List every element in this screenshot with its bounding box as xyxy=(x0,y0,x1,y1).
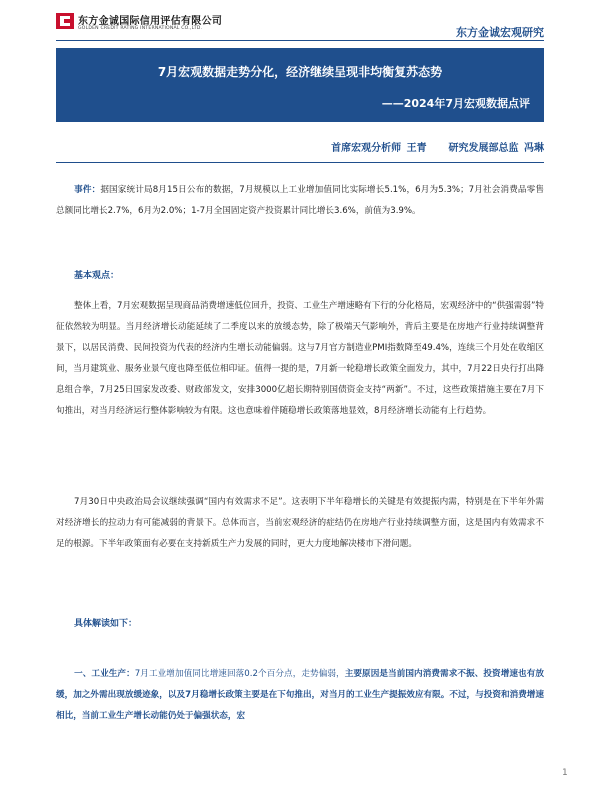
author1-name: 王青 xyxy=(406,143,427,154)
event-label: 事件： xyxy=(74,185,101,195)
company-logo-icon xyxy=(56,13,74,29)
company-name-cn: 东方金诚国际信用评估有限公司 xyxy=(78,16,223,27)
basic-view-heading: 基本观点： xyxy=(74,271,120,281)
report-title: 7月宏观数据走势分化，经济继续呈现非均衡复苏态势 xyxy=(157,65,443,79)
page-header xyxy=(0,0,600,44)
author1-role: 首席宏观分析师 xyxy=(331,143,402,154)
author-line xyxy=(331,139,544,154)
industry-lead: 7月工业增加值同比增速回落0.2个百分点，走势偏弱， xyxy=(134,669,345,679)
basic-view-p2-text: 7月30日中央政治局会议继续强调“国内有效需求不足”。这表明下半年稳增长的关键是有效提振内需，特别是在下半年外需对经济增长的拉动力有可能减弱的背景下。总体而言，当前宏观经济的症结仍在房地产行业持续调整方面，这是国内有效需求不足的根源。下半年政策面有必要在支持新质生产力发展的同时，更大力度地解决楼市下滑问题。 xyxy=(56,497,544,549)
author2-role: 研究发展部总监 xyxy=(448,143,519,154)
event-paragraph xyxy=(56,180,544,222)
details-heading: 具体解读如下： xyxy=(74,619,138,629)
industry-paragraph xyxy=(56,664,544,727)
industry-analysis: 主要原因是当前国内消费需求不振、投资增速也有放缓，加之外需出现放缓迹象，以及7月稳增长政策主要是在下旬推出，对当月的工业生产提振效应有限。不过，与投资和消费增速相比，当前工业生产增长动能仍处于偏强状态，宏 xyxy=(56,669,544,721)
industry-title: 一、工业生产： xyxy=(74,669,135,679)
company-name-en: GOLDEN CREDIT RATING INTERNATIONAL CO.,LTD. xyxy=(78,26,203,31)
event-text: 据国家统计局8月15日公布的数据，7月规模以上工业增加值同比实际增长5.1%，6月为5.3%；7月社会消费品零售总额同比增长2.7%，6月为2.0%；1-7月全国固定资产投资累计同比增长3.6%，前值为3.9%。 xyxy=(56,185,544,216)
header-divider xyxy=(56,40,544,41)
basic-view-paragraph-1 xyxy=(56,296,544,422)
basic-view-paragraph-2 xyxy=(56,492,544,555)
title-banner xyxy=(56,48,544,122)
basic-view-p1-text: 整体上看，7月宏观数据呈现商品消费增速低位回升，投资、工业生产增速略有下行的分化格局，宏观经济中的“供强需弱”特征依然较为明显。当月经济增长动能延续了二季度以来的放缓态势，除了极端天气影响外，背后主要是在房地产行业持续调整背景下，以居民消费、民间投资为代表的经济内生增长动能偏弱。这与7月官方制造业PMI指数降至49.4%，连续三个月处在收缩区间，当月建筑业、服务业景气度也降至低位相印证。值得一提的是，7月新一轮稳增长政策全面发力，其中，7月22日央行打出降息组合拳，7月25日国家发改委、财政部发文，安排3000亿超长期特别国债资金支持“两新”。不过，这些政策措施主要在7月下旬推出，对当月经济运行整体影响较为有限。这也意味着伴随稳增长政策落地显效，8月经济增长动能有上行趋势。 xyxy=(56,301,544,416)
report-subtitle: ——2024年7月宏观数据点评 xyxy=(381,97,530,110)
author-divider xyxy=(56,162,544,163)
author2-name: 冯琳 xyxy=(524,143,544,154)
page-number: 1 xyxy=(562,768,568,778)
report-series: 东方金诚宏观研究 xyxy=(456,26,544,39)
